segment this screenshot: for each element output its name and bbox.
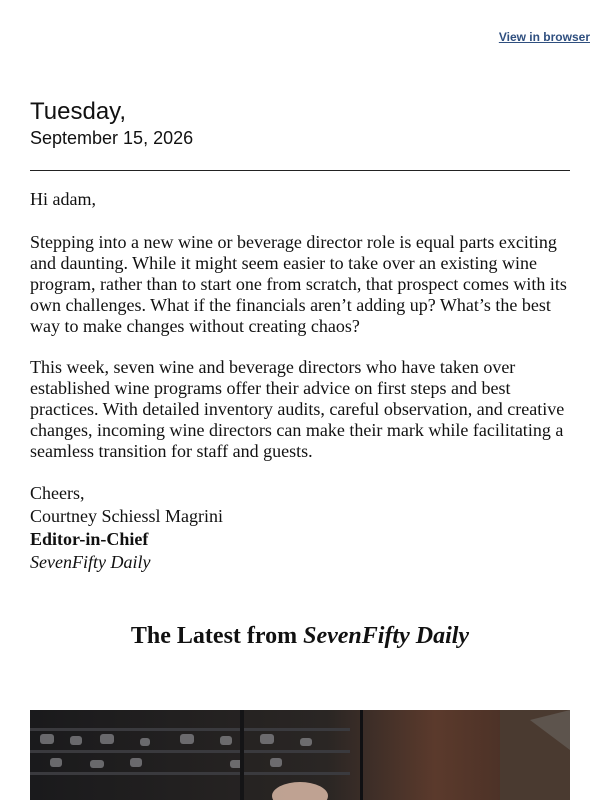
hero-image[interactable] bbox=[30, 710, 570, 800]
date-block bbox=[0, 60, 600, 150]
paragraph-2: This week, seven wine and beverage directors who have taken over established wine programs offer their advice on first steps and best practices. With detailed inventory audits, careful observation, and creative changes, incoming wine directors can make their mark while facilitating a seamless transition for staff and guests. bbox=[30, 357, 565, 461]
closing: Cheers, bbox=[30, 483, 85, 503]
signoff bbox=[30, 482, 570, 574]
greeting: Hi adam, bbox=[30, 189, 96, 209]
latest-publication: SevenFifty Daily bbox=[303, 623, 470, 649]
latest-heading bbox=[30, 623, 570, 649]
publication-name: SevenFifty Daily bbox=[30, 552, 151, 572]
author-role: Editor-in-Chief bbox=[30, 529, 149, 549]
paragraph-1: Stepping into a new wine or beverage director role is equal parts exciting and daunting. While it might seem easier to take over an existing wine program, rather than to start one from scratch, that prospect comes with its own challenges. What if the financials aren’t adding up? What’s the best way to make changes without creating chaos? bbox=[30, 232, 567, 336]
wine-cellar-photo bbox=[30, 710, 570, 800]
author-name: Courtney Schiessl Magrini bbox=[30, 506, 223, 526]
full-date: September 15, 2026 bbox=[30, 128, 194, 148]
letter-body bbox=[0, 171, 600, 647]
latest-prefix: The Latest from bbox=[130, 623, 304, 649]
email-header bbox=[0, 0, 600, 60]
view-in-browser-link[interactable]: View in browser bbox=[498, 30, 590, 44]
weekday: Tuesday, bbox=[30, 98, 127, 125]
